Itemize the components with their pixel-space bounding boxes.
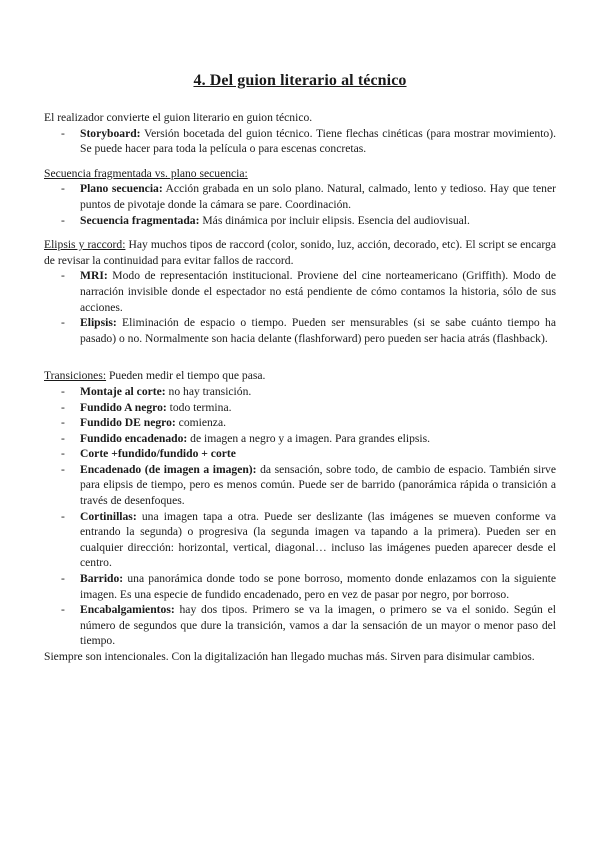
item-term: Fundido DE negro: <box>80 416 176 430</box>
transiciones-list <box>44 384 556 649</box>
item-text: comienza. <box>175 416 226 430</box>
list-item <box>44 446 556 462</box>
item-term: Secuencia fragmentada: <box>80 213 200 227</box>
item-term: Cortinillas: <box>80 509 137 523</box>
item-text: da sensación, sobre todo, de cambio de espacio. También sirve para elipsis de tiempo, pero es menos común. Puede ser de barrido (panorámica rápida o transición a través de desenfoques. <box>80 462 556 508</box>
item-term: Corte +fundido/fundido + corte <box>80 447 236 461</box>
closing-paragraph: Siempre son intencionales. Con la digitalización han llegado muchas más. Sirven para disimular cambios. <box>44 650 535 663</box>
list-item <box>44 126 556 157</box>
list-item <box>44 268 556 315</box>
list-item <box>44 400 556 416</box>
list-item <box>44 509 556 571</box>
item-text: Más dinámica por incluir elipsis. Esencia del audiovisual. <box>199 213 470 227</box>
list-item <box>44 181 556 212</box>
item-term: Elipsis: <box>80 316 117 330</box>
item-text: no hay transición. <box>165 384 252 398</box>
section-heading-secuencia: Secuencia fragmentada vs. plano secuencia: <box>44 166 248 180</box>
item-text: Eliminación de espacio o tiempo. Pueden ser mensurables (si se sabe cuánto tiempo ha pasado) o no. Normalmente son hacia delante (flashforward) pero pueden ser hacia atrás (flashback). <box>80 316 556 345</box>
page-title: 4. Del guion literario al técnico <box>193 72 407 89</box>
document-body <box>44 110 556 665</box>
item-text: hay dos tipos. Primero se va la imagen, o primero se va el sonido. Según el número de segundos que dure la transición, vamos a dar la sensación de un mayor o menor paso del tiempo. <box>80 603 556 648</box>
item-term: Montaje al corte: <box>80 384 166 398</box>
item-text: una panorámica donde todo se pone borroso, momento donde enlazamos con la siguiente imagen. Es una especie de fundido encadenado, pero en vez de pasar por negro, por borroso. <box>80 572 556 601</box>
item-term: Encabalgamientos: <box>80 603 175 617</box>
elipsis-intro-text: Hay muchos tipos de raccord (color, sonido, luz, acción, decorado, etc). El script se encarga de revisar la continuidad para evitar fallos de raccord. <box>44 238 556 267</box>
section-heading-elipsis: Elipsis y raccord: <box>44 238 126 252</box>
list-item <box>44 571 556 602</box>
intro-paragraph: El realizador convierte el guion literario en guion técnico. <box>44 111 313 124</box>
list-item <box>44 415 556 431</box>
item-text: Versión bocetada del guion técnico. Tiene flechas cinéticas (para mostrar movimiento). Se puede hacer para toda la película o para escenas concretas. <box>80 126 556 156</box>
item-term: Plano secuencia: <box>80 182 163 196</box>
section-heading-transiciones: Transiciones: <box>44 369 107 383</box>
list-item <box>44 213 556 229</box>
intro-list <box>44 126 556 157</box>
item-term: Fundido encadenado: <box>80 431 188 445</box>
item-text: todo termina. <box>166 400 232 414</box>
item-term: Fundido A negro: <box>80 400 167 414</box>
list-item <box>44 462 556 509</box>
transiciones-paragraph <box>44 368 556 384</box>
secuencia-list <box>44 181 556 228</box>
elipsis-paragraph <box>44 237 556 268</box>
item-term: Storyboard: <box>80 126 141 140</box>
list-item <box>44 602 556 649</box>
item-term: Barrido: <box>80 572 124 586</box>
item-text: de imagen a negro y a imagen. Para grandes elipsis. <box>187 431 431 445</box>
list-item <box>44 315 556 346</box>
item-text: Modo de representación institucional. Proviene del cine norteamericano (Griffith). Modo de narración invisible donde el espectador no está pendiente de cómo contamos la historia, sólo de sus acciones. <box>80 269 556 314</box>
elipsis-list <box>44 268 556 346</box>
list-item <box>44 431 556 447</box>
transiciones-intro-text: Pueden medir el tiempo que pasa. <box>106 369 266 383</box>
item-term: MRI: <box>80 269 108 283</box>
item-text: Acción grabada en un solo plano. Natural, calmado, lento y tedioso. Hay que tener puntos de pivotaje donde la cámara se pare. Coordinación. <box>80 182 556 211</box>
list-item <box>44 384 556 400</box>
item-text: una imagen tapa a otra. Puede ser deslizante (las imágenes se mueven conforme va entrando la segunda) o progresiva (la segunda imagen va tapando a la primera). Pueden ser en cualquier dirección: horizontal, vertical, diagonal… incluso las imágenes pueden aparecer desde el centro. <box>80 509 556 570</box>
item-term: Encadenado (de imagen a imagen): <box>80 462 257 476</box>
